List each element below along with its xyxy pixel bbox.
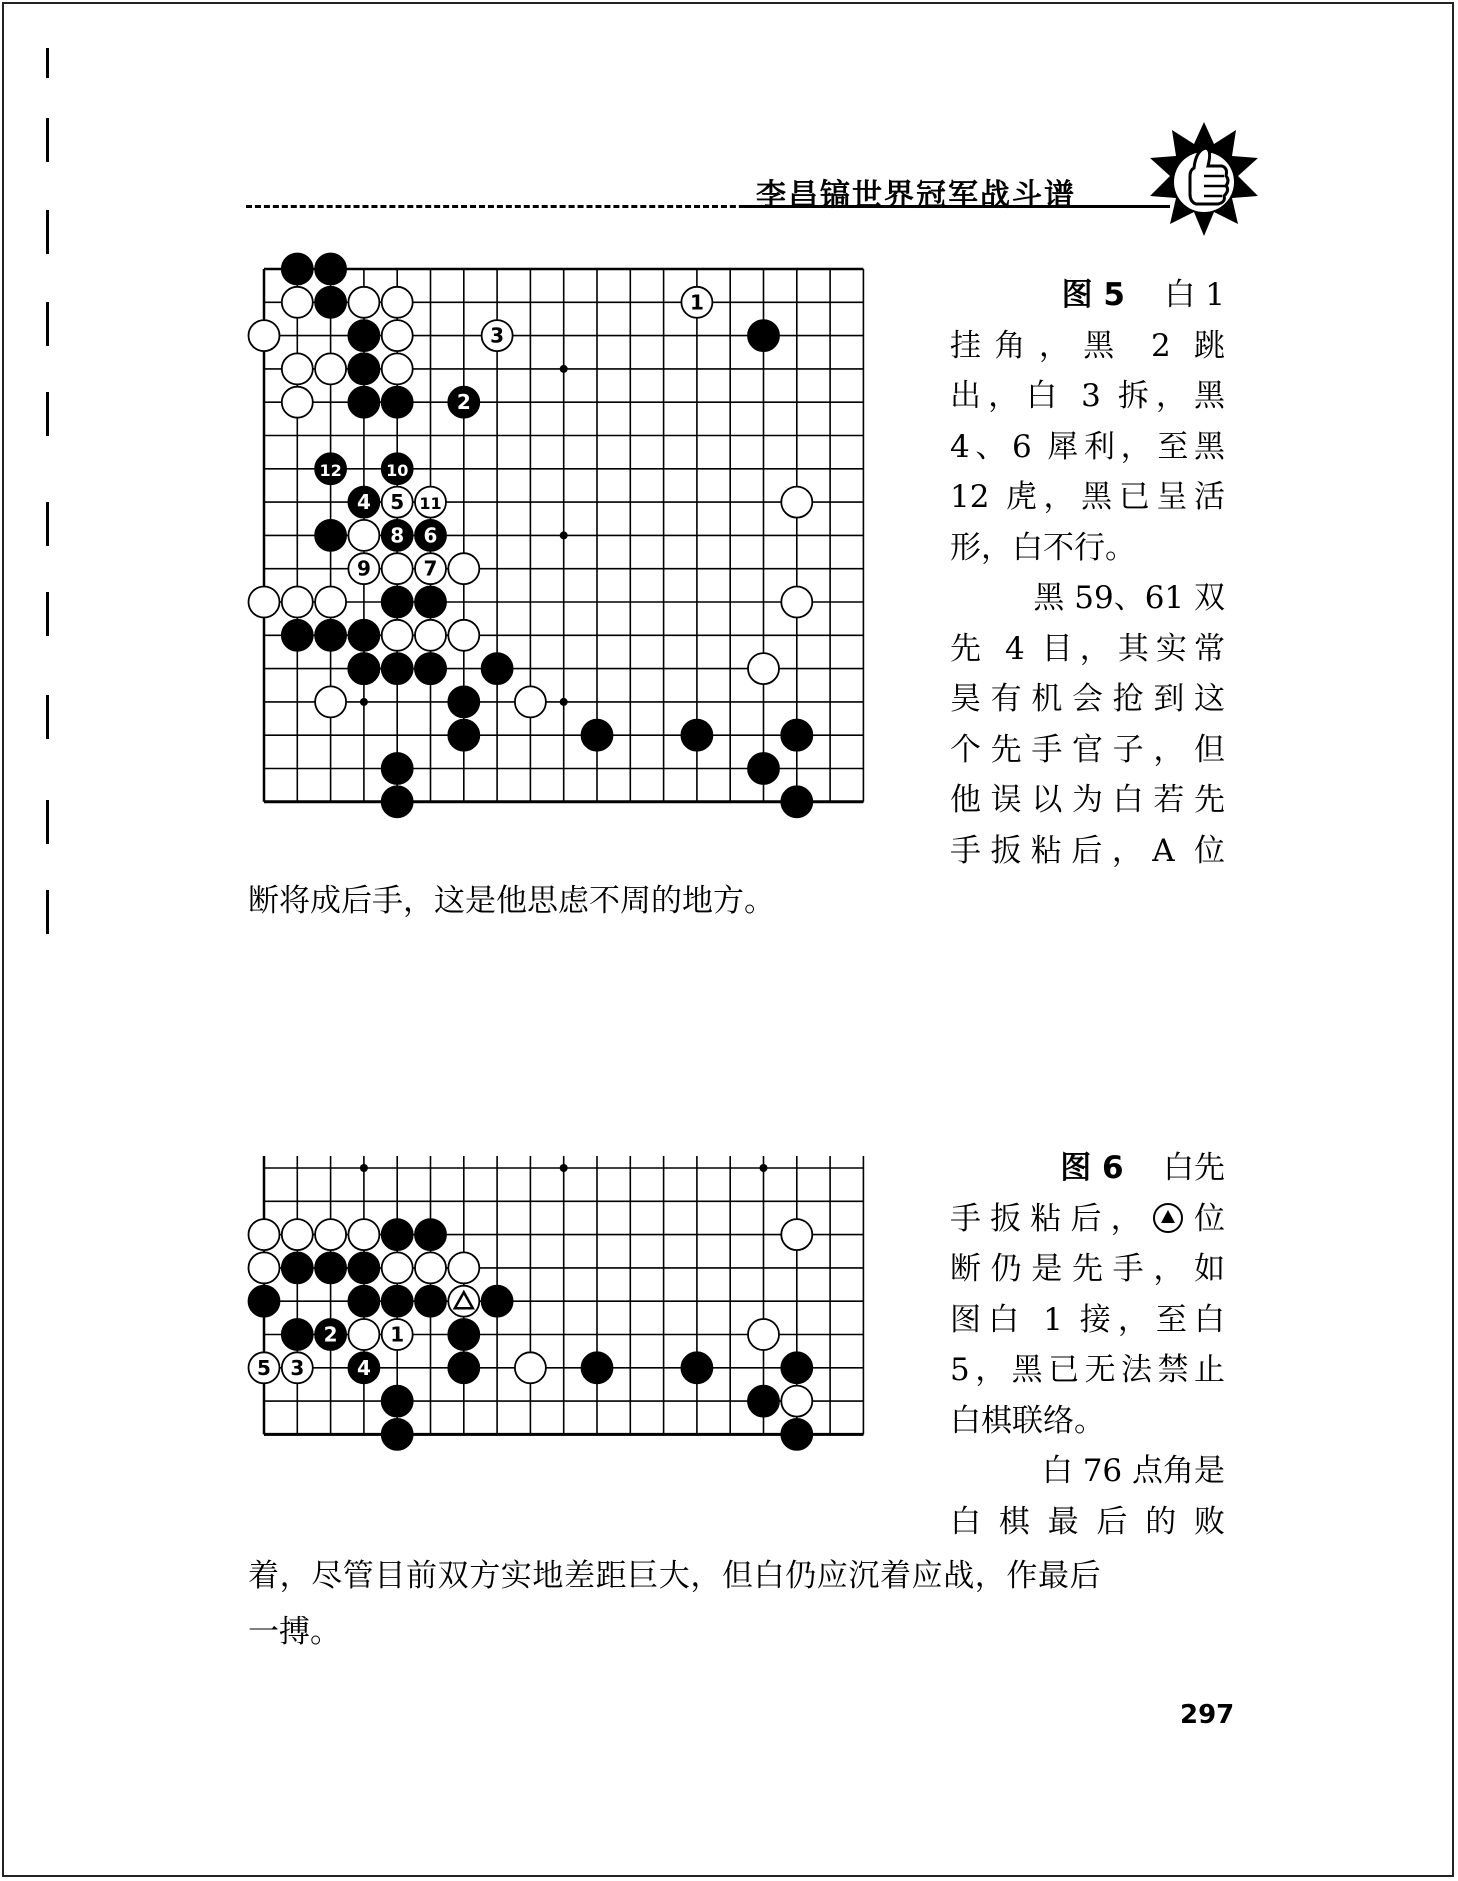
- black-stone: [448, 387, 479, 418]
- white-stone: [382, 1319, 413, 1350]
- black-stone: [315, 453, 346, 484]
- text-line: 个先手官子，但: [950, 731, 1225, 768]
- white-stone: [282, 387, 313, 418]
- black-stone: [382, 453, 413, 484]
- move-number: 1: [689, 290, 704, 315]
- black-stone: [781, 786, 812, 817]
- go-diagram-5: [262, 265, 872, 815]
- body-paragraph: [248, 1548, 1228, 1660]
- white-stone: [515, 686, 546, 717]
- white-stone: [382, 320, 413, 351]
- text-segment: 位: [1184, 1200, 1226, 1237]
- black-stone: [382, 1286, 413, 1317]
- text-line: 出，白 3 拆，黑: [950, 378, 1225, 414]
- black-stone: [382, 1386, 413, 1417]
- black-stone: [348, 487, 379, 518]
- text-line: 白 76 点角是: [1041, 1453, 1225, 1489]
- move-number: 2: [323, 1322, 338, 1347]
- go-board-figure-6: [257, 1152, 872, 1442]
- move-number: 9: [356, 556, 371, 581]
- black-stone: [482, 653, 513, 684]
- margin-mark: [46, 392, 49, 436]
- black-stone: [448, 720, 479, 751]
- white-stone: [315, 587, 346, 618]
- figure-5-caption: [950, 270, 1225, 876]
- white-stone: [382, 287, 413, 318]
- text-line: 先 4 目，其实常: [950, 630, 1225, 667]
- black-stone: [681, 1352, 712, 1383]
- black-stone: [415, 1219, 446, 1250]
- margin-mark: [46, 592, 49, 636]
- body-paragraph-line: 着，尽管目前双方实地差距巨大，但白仍应沉着应战，作最后: [248, 1558, 1102, 1594]
- star-point: [360, 1164, 368, 1172]
- move-number: 10: [386, 460, 409, 480]
- white-stone: [315, 1219, 346, 1250]
- white-stone: [249, 320, 280, 351]
- black-stone: [382, 753, 413, 784]
- black-stone: [582, 720, 613, 751]
- white-stone: [282, 587, 313, 618]
- figure-6-caption: [950, 1143, 1225, 1547]
- figure-5-first-line: [950, 270, 1225, 321]
- black-stone: [348, 620, 379, 651]
- move-number: 2: [456, 390, 471, 415]
- go-diagram-6: [257, 1152, 872, 1442]
- black-stone: [348, 1252, 379, 1283]
- black-stone: [448, 1352, 479, 1383]
- black-stone: [315, 520, 346, 551]
- white-stone: [448, 553, 479, 584]
- black-stone: [415, 520, 446, 551]
- move-number: 6: [423, 523, 438, 548]
- white-stone: [348, 520, 379, 551]
- white-stone: [681, 287, 712, 318]
- black-stone: [282, 1319, 313, 1350]
- black-stone: [748, 753, 779, 784]
- white-stone: [282, 1352, 313, 1383]
- move-number: 5: [257, 1355, 271, 1380]
- text-segment: 手扳粘后，: [950, 1200, 1151, 1237]
- white-stone: [415, 620, 446, 651]
- black-stone: [282, 1252, 313, 1283]
- black-stone: [348, 387, 379, 418]
- white-stone: [382, 487, 413, 518]
- move-number: 4: [356, 490, 371, 515]
- move-number: 8: [390, 523, 405, 548]
- white-stone: [382, 553, 413, 584]
- text-line: 白 1: [1164, 277, 1225, 313]
- black-stone: [382, 653, 413, 684]
- star-point: [560, 698, 568, 706]
- white-stone: [748, 1319, 779, 1350]
- star-point: [560, 531, 568, 539]
- white-stone: [781, 1386, 812, 1417]
- black-stone: [415, 653, 446, 684]
- white-stone: [415, 1252, 446, 1283]
- black-stone: [382, 1419, 413, 1450]
- white-stone: [448, 1252, 479, 1283]
- move-number: 7: [423, 556, 438, 581]
- move-number: 3: [290, 1355, 305, 1380]
- text-line: 4、6 犀利，至黑: [950, 428, 1225, 465]
- black-stone: [315, 287, 346, 318]
- black-stone: [781, 720, 812, 751]
- text-line: 白棋联络。: [950, 1402, 1105, 1439]
- black-stone: [348, 353, 379, 384]
- white-stone: [282, 287, 313, 318]
- margin-mark: [46, 800, 49, 844]
- white-stone: [415, 553, 446, 584]
- white-stone: [382, 620, 413, 651]
- text-line: 黑 59、61 双: [1033, 580, 1225, 616]
- margin-mark: [46, 695, 49, 739]
- text-line: 形，白不行。: [950, 529, 1136, 566]
- white-stone: [315, 353, 346, 384]
- black-stone: [448, 686, 479, 717]
- star-point: [760, 1164, 768, 1172]
- figure-6-label: 图 6: [1060, 1150, 1124, 1186]
- black-stone: [348, 653, 379, 684]
- text-line: 昊有机会抢到这: [950, 681, 1225, 717]
- black-stone: [315, 620, 346, 651]
- black-stone: [348, 1352, 379, 1383]
- white-stone: [282, 1219, 313, 1250]
- white-stone: [781, 487, 812, 518]
- white-stone: [415, 487, 446, 518]
- white-stone: [348, 287, 379, 318]
- white-stone: [315, 686, 346, 717]
- margin-mark: [46, 48, 49, 78]
- body-paragraph-line: 断将成后手，这是他思虑不周的地方。: [248, 883, 775, 919]
- margin-mark: [46, 118, 49, 162]
- move-number: 3: [490, 323, 505, 348]
- black-stone: [315, 1252, 346, 1283]
- black-stone: [382, 786, 413, 817]
- page-number: 297: [1180, 1700, 1235, 1730]
- white-stone: [781, 587, 812, 618]
- go-board-figure-5: [262, 265, 872, 815]
- black-stone: [282, 620, 313, 651]
- black-stone: [382, 587, 413, 618]
- black-stone: [748, 1386, 779, 1417]
- black-stone: [249, 1286, 280, 1317]
- text-line: 断仍是先手，如: [950, 1251, 1225, 1287]
- black-stone: [748, 320, 779, 351]
- black-stone: [282, 254, 313, 285]
- text-line: 图白 1 接，至白: [950, 1301, 1225, 1338]
- white-stone: [282, 353, 313, 384]
- white-stone: [515, 1352, 546, 1383]
- text-line: 白棋最后的败: [950, 1503, 1225, 1540]
- text-line: 12 虎，黑已呈活: [950, 479, 1225, 515]
- star-point: [560, 365, 568, 373]
- white-stone: [348, 553, 379, 584]
- black-stone: [382, 1219, 413, 1250]
- star-point: [360, 698, 368, 706]
- running-header-title: 李昌镐世界冠军战斗谱: [756, 178, 1076, 213]
- margin-mark: [46, 890, 49, 934]
- white-stone: [448, 620, 479, 651]
- white-stone: [382, 353, 413, 384]
- margin-mark: [46, 502, 49, 546]
- text-line: 手扳粘后，A 位: [950, 832, 1225, 869]
- text-line: 挂角，黑 2 跳: [950, 327, 1225, 364]
- white-stone: [249, 1219, 280, 1250]
- text-line: 白先: [1163, 1150, 1225, 1186]
- white-stone: [249, 1352, 280, 1383]
- black-stone: [448, 1319, 479, 1350]
- white-stone: [781, 1219, 812, 1250]
- text-line: 他误以为白若先: [950, 782, 1225, 818]
- star-point: [560, 1164, 568, 1172]
- black-stone: [348, 320, 379, 351]
- white-stone: [249, 587, 280, 618]
- margin-mark: [46, 210, 49, 254]
- move-number: 12: [319, 460, 342, 480]
- white-stone: [448, 1286, 479, 1317]
- figure-5-label: 图 5: [1061, 277, 1125, 313]
- black-stone: [681, 720, 712, 751]
- triangle-marker-icon: [1153, 1203, 1183, 1233]
- black-stone: [382, 520, 413, 551]
- margin-mark: [46, 302, 49, 346]
- black-stone: [315, 1319, 346, 1350]
- figure-6-first-line: [950, 1143, 1225, 1194]
- black-stone: [348, 1286, 379, 1317]
- text-line: [950, 1194, 1225, 1245]
- white-stone: [748, 653, 779, 684]
- black-stone: [315, 254, 346, 285]
- black-stone: [781, 1352, 812, 1383]
- black-stone: [415, 587, 446, 618]
- thumbs-up-icon: [1148, 120, 1260, 238]
- black-stone: [582, 1352, 613, 1383]
- white-stone: [382, 1252, 413, 1283]
- black-stone: [482, 1286, 513, 1317]
- move-number: 5: [390, 490, 405, 515]
- white-stone: [348, 1319, 379, 1350]
- black-stone: [382, 387, 413, 418]
- white-stone: [482, 320, 513, 351]
- move-number: 1: [390, 1322, 405, 1347]
- black-stone: [781, 1419, 812, 1450]
- white-stone: [249, 1252, 280, 1283]
- move-number: 4: [356, 1355, 371, 1380]
- move-number: 11: [419, 494, 442, 514]
- black-stone: [415, 1286, 446, 1317]
- text-line: 5，黑已无法禁止: [950, 1352, 1225, 1388]
- body-paragraph-line: 一搏。: [248, 1614, 341, 1650]
- white-stone: [348, 1219, 379, 1250]
